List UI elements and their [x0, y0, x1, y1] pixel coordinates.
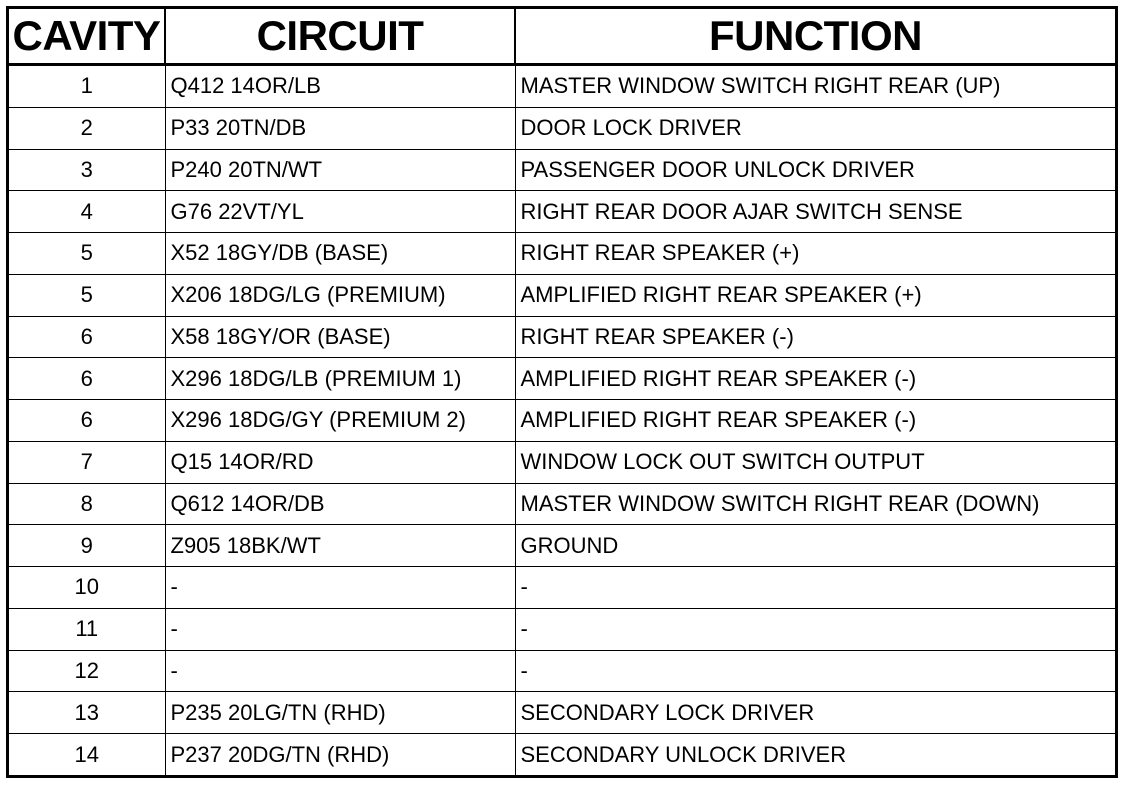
- table-row: [9, 233, 1115, 275]
- cavity-cell: 7: [9, 441, 165, 483]
- circuit-cell: P33 20TN/DB: [165, 107, 515, 149]
- cavity-cell: 11: [9, 608, 165, 650]
- function-cell: -: [515, 650, 1115, 692]
- table-row: [9, 149, 1115, 191]
- function-cell: MASTER WINDOW SWITCH RIGHT REAR (UP): [515, 65, 1115, 108]
- circuit-cell: -: [165, 650, 515, 692]
- table-row: [9, 734, 1115, 775]
- function-cell: -: [515, 567, 1115, 609]
- circuit-cell: X296 18DG/GY (PREMIUM 2): [165, 400, 515, 442]
- function-cell: AMPLIFIED RIGHT REAR SPEAKER (-): [515, 400, 1115, 442]
- circuit-cell: Q15 14OR/RD: [165, 441, 515, 483]
- circuit-cell: X52 18GY/DB (BASE): [165, 233, 515, 275]
- table-row: [9, 692, 1115, 734]
- table-row: [9, 525, 1115, 567]
- circuit-cell: P235 20LG/TN (RHD): [165, 692, 515, 734]
- table-row: [9, 441, 1115, 483]
- circuit-cell: X58 18GY/OR (BASE): [165, 316, 515, 358]
- cavity-cell: 6: [9, 358, 165, 400]
- cavity-cell: 4: [9, 191, 165, 233]
- circuit-cell: -: [165, 608, 515, 650]
- connector-pinout-sheet: [6, 6, 1118, 778]
- table-row: [9, 567, 1115, 609]
- cavity-cell: 14: [9, 734, 165, 775]
- function-cell: PASSENGER DOOR UNLOCK DRIVER: [515, 149, 1115, 191]
- circuit-cell: X206 18DG/LG (PREMIUM): [165, 274, 515, 316]
- circuit-cell: P237 20DG/TN (RHD): [165, 734, 515, 775]
- circuit-cell: Q412 14OR/LB: [165, 65, 515, 108]
- function-cell: WINDOW LOCK OUT SWITCH OUTPUT: [515, 441, 1115, 483]
- circuit-cell: -: [165, 567, 515, 609]
- table-row: [9, 483, 1115, 525]
- table-row: [9, 274, 1115, 316]
- cavity-cell: 13: [9, 692, 165, 734]
- table-row: [9, 358, 1115, 400]
- pinout-table: [9, 9, 1115, 775]
- table-row: [9, 650, 1115, 692]
- table-row: [9, 316, 1115, 358]
- function-cell: DOOR LOCK DRIVER: [515, 107, 1115, 149]
- cavity-cell: 5: [9, 233, 165, 275]
- header-row: [9, 9, 1115, 65]
- circuit-cell: Z905 18BK/WT: [165, 525, 515, 567]
- function-cell: RIGHT REAR SPEAKER (+): [515, 233, 1115, 275]
- cavity-cell: 1: [9, 65, 165, 108]
- table-row: [9, 65, 1115, 108]
- function-cell: SECONDARY UNLOCK DRIVER: [515, 734, 1115, 775]
- function-cell: MASTER WINDOW SWITCH RIGHT REAR (DOWN): [515, 483, 1115, 525]
- cavity-cell: 12: [9, 650, 165, 692]
- circuit-cell: Q612 14OR/DB: [165, 483, 515, 525]
- cavity-cell: 2: [9, 107, 165, 149]
- cavity-cell: 10: [9, 567, 165, 609]
- cavity-cell: 6: [9, 400, 165, 442]
- circuit-cell: G76 22VT/YL: [165, 191, 515, 233]
- function-cell: AMPLIFIED RIGHT REAR SPEAKER (+): [515, 274, 1115, 316]
- function-cell: AMPLIFIED RIGHT REAR SPEAKER (-): [515, 358, 1115, 400]
- table-row: [9, 191, 1115, 233]
- table-row: [9, 608, 1115, 650]
- table-row: [9, 107, 1115, 149]
- function-cell: GROUND: [515, 525, 1115, 567]
- cavity-cell: 9: [9, 525, 165, 567]
- function-cell: -: [515, 608, 1115, 650]
- cavity-cell: 3: [9, 149, 165, 191]
- function-cell: SECONDARY LOCK DRIVER: [515, 692, 1115, 734]
- circuit-cell: P240 20TN/WT: [165, 149, 515, 191]
- function-cell: RIGHT REAR DOOR AJAR SWITCH SENSE: [515, 191, 1115, 233]
- table-body: [9, 65, 1115, 776]
- cavity-cell: 6: [9, 316, 165, 358]
- cavity-cell: 5: [9, 274, 165, 316]
- table-row: [9, 400, 1115, 442]
- cavity-cell: 8: [9, 483, 165, 525]
- function-column-header: FUNCTION: [515, 9, 1115, 65]
- circuit-cell: X296 18DG/LB (PREMIUM 1): [165, 358, 515, 400]
- table-header: [9, 9, 1115, 65]
- circuit-column-header: CIRCUIT: [165, 9, 515, 65]
- function-cell: RIGHT REAR SPEAKER (-): [515, 316, 1115, 358]
- cavity-column-header: CAVITY: [9, 9, 165, 65]
